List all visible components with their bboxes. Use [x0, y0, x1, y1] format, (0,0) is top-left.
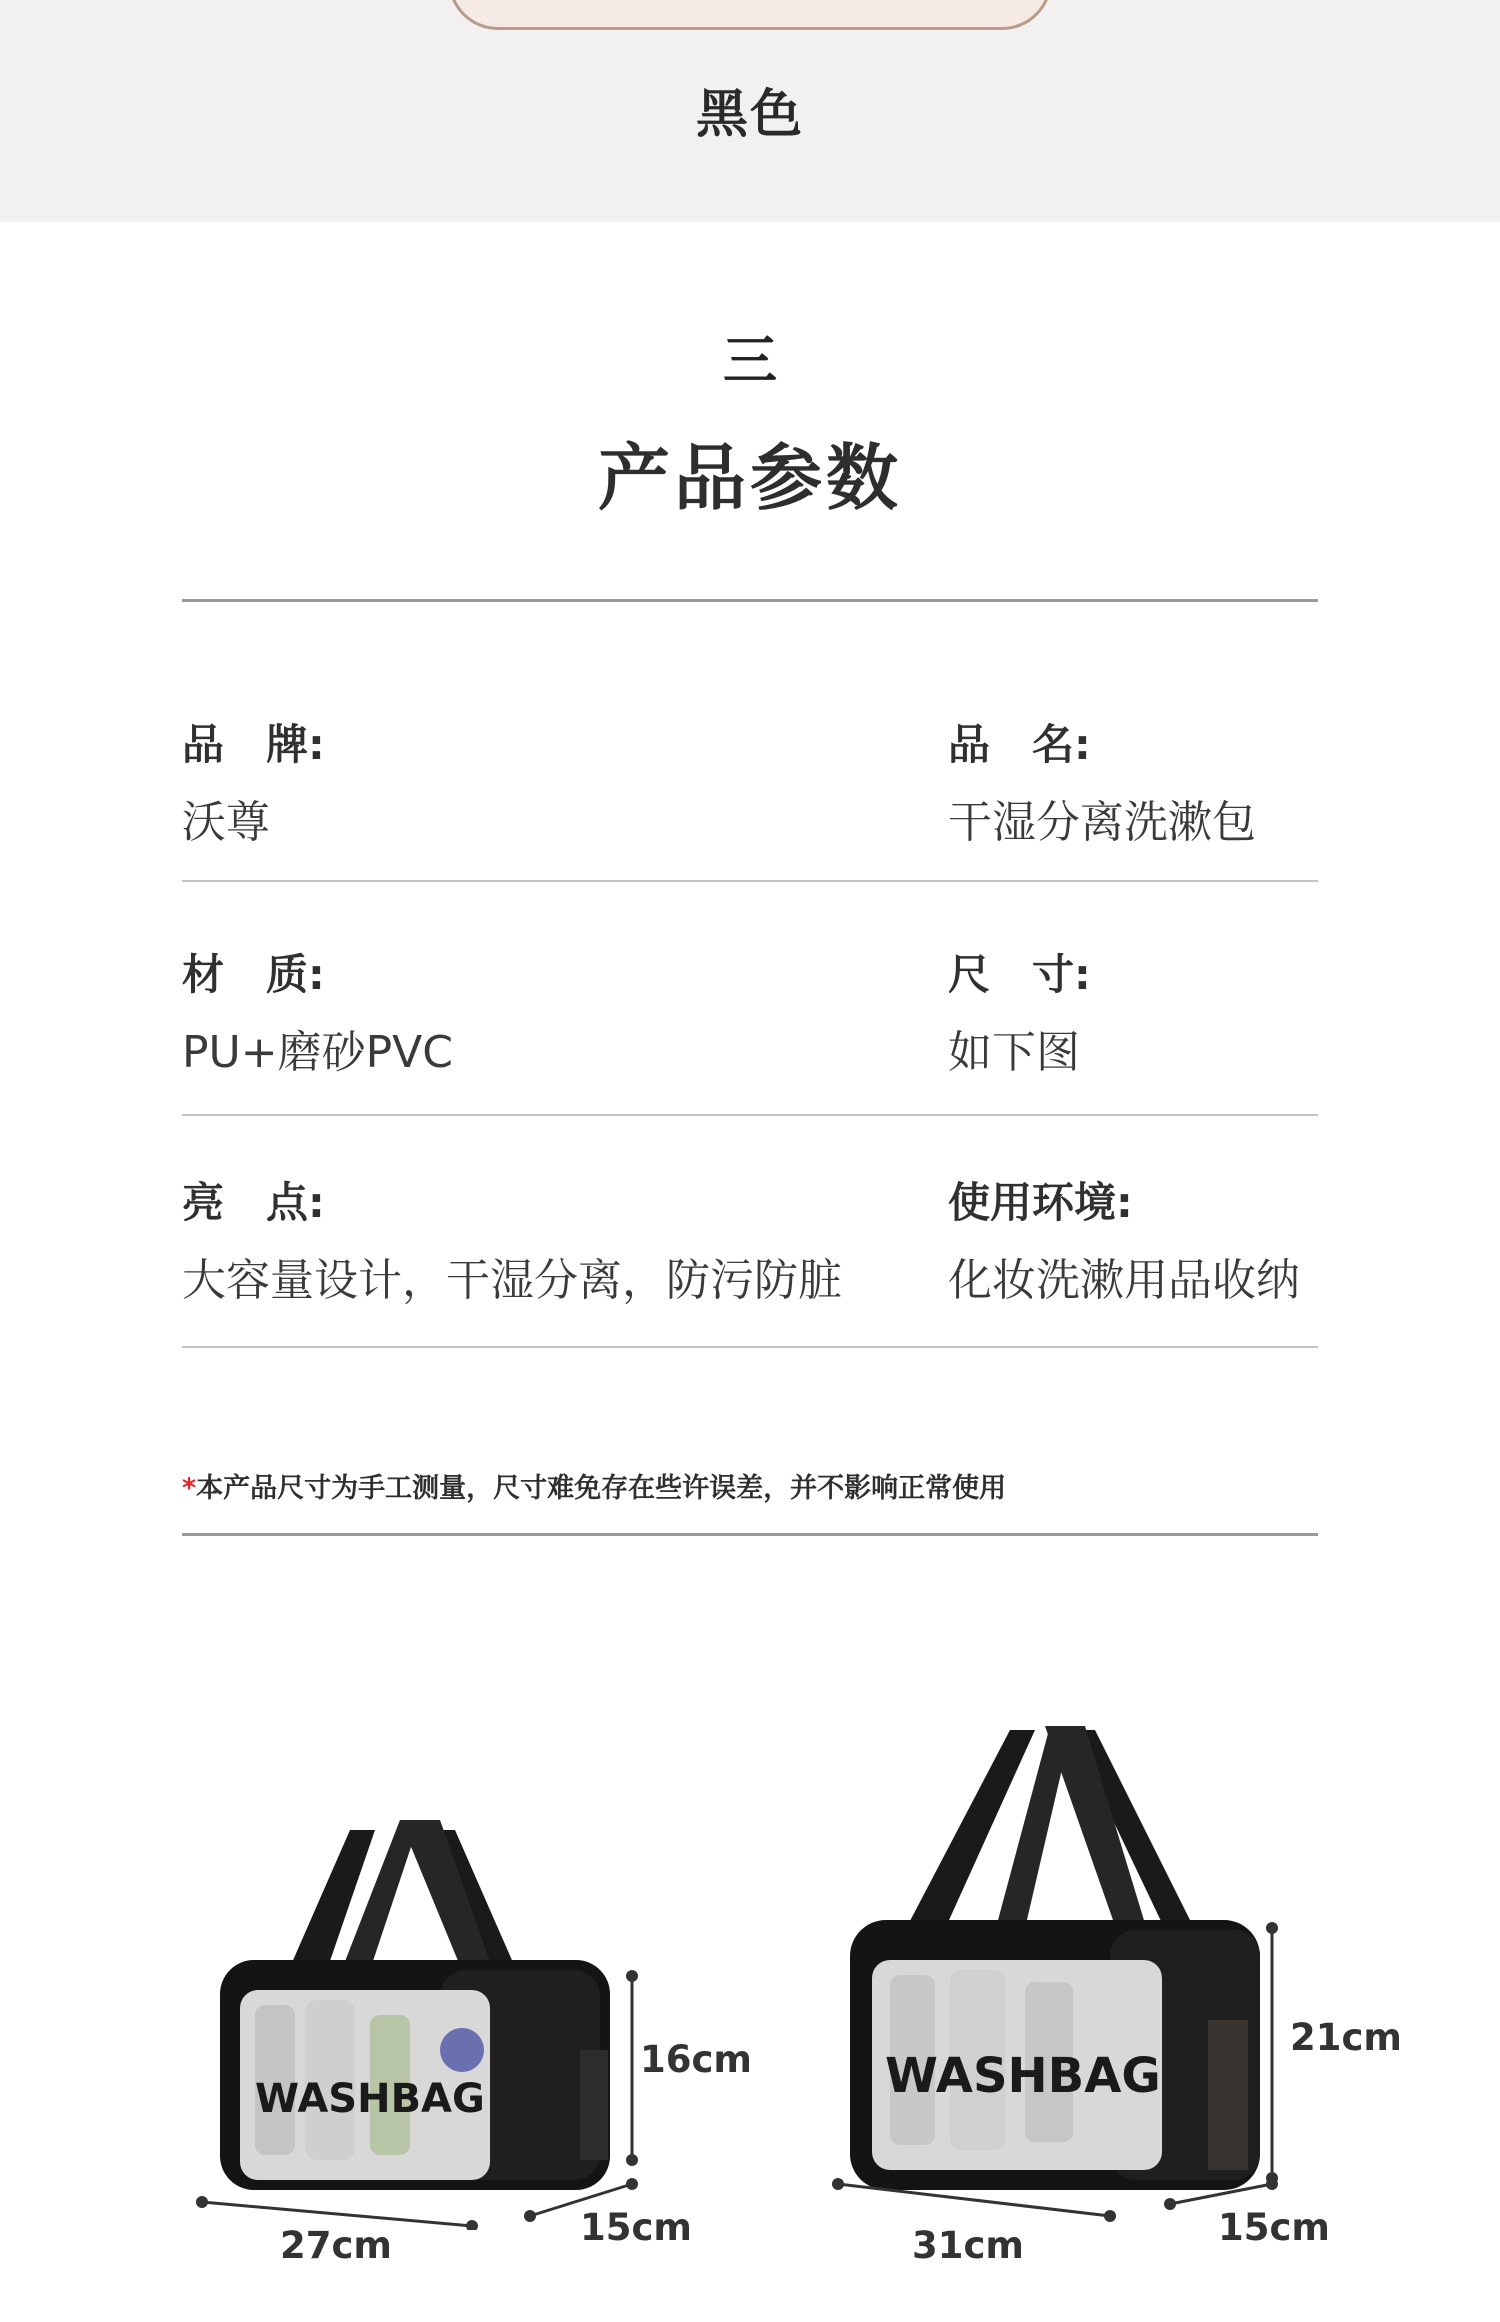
bag-print-text: WASHBAG [885, 2048, 1161, 2104]
section-number: 三 [723, 329, 777, 392]
spec-value-size: 如下图 [948, 1027, 1080, 1078]
small-bag-height: 16cm [640, 2038, 752, 2081]
small-bag-length: 27cm [280, 2224, 392, 2267]
color-variant-band [0, 0, 1500, 222]
spec-label-size: 尺 寸: [948, 950, 1091, 999]
large-bag-depth: 15cm [1218, 2206, 1330, 2249]
product-photo-edge [448, 0, 1052, 30]
note-text: 本产品尺寸为手工测量，尺寸难免存在些许误差，并不影响正常使用 [196, 1473, 1007, 1504]
small-bag-depth: 15cm [580, 2206, 692, 2249]
spec-label-highlights: 亮 点: [182, 1178, 325, 1227]
spec-value-brand: 沃尊 [182, 797, 270, 848]
measurement-note [182, 1466, 1006, 1505]
spec-label-usage: 使用环境: [948, 1178, 1133, 1227]
note-asterisk: * [182, 1473, 197, 1504]
bag-print-text: WASHBAG [255, 2076, 485, 2122]
small-bag-dimension-lines [180, 1960, 700, 2230]
spec-value-material: PU+磨砂PVC [182, 1027, 453, 1078]
divider [182, 880, 1318, 882]
large-bag-height: 21cm [1290, 2016, 1402, 2059]
spec-value-usage: 化妆洗漱用品收纳 [948, 1255, 1300, 1306]
divider [182, 599, 1318, 602]
spec-label-brand: 品 牌: [182, 720, 325, 769]
divider [182, 1346, 1318, 1348]
divider [182, 1114, 1318, 1116]
spec-value-product-name: 干湿分离洗漱包 [948, 797, 1256, 848]
large-bag-dimension-lines [820, 1910, 1300, 2230]
color-variant-label: 黑色 [695, 85, 804, 145]
spec-label-product-name: 品 名: [948, 720, 1091, 769]
divider [182, 1533, 1318, 1536]
large-bag-length: 31cm [912, 2224, 1024, 2267]
section-title: 产品参数 [597, 436, 902, 520]
spec-label-material: 材 质: [182, 950, 325, 999]
spec-value-highlights: 大容量设计，干湿分离，防污防脏 [182, 1255, 842, 1306]
